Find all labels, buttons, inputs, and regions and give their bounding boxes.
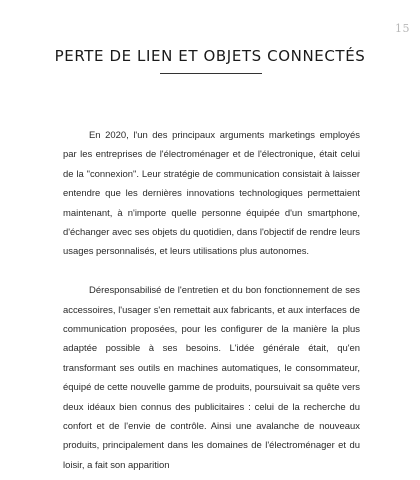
- paragraph-1: En 2020, l'un des principaux arguments marketings employés par les entreprises de l'électroménager et de l'électronique, était celui de la "connexion". Leur stratégie de communication consistait à laisser entendre que les dernières innovations technologiques permettaient maintenant, à n'importe quelle personne équipée d'un smartphone, d'échanger avec ses objets du quotidien, dans l'objectif de rendre leurs usages personnalisés, et leurs utilisations plus autonomes.: [63, 130, 360, 258]
- title-underline-divider: [160, 73, 262, 74]
- page-number: 15: [395, 22, 410, 35]
- paragraph-2: Déresponsabilisé de l'entretien et du bon fonctionnement de ses accessoires, l'usager s'en remettait aux fabricants, et aux interfaces de communication proposées, pour les configurer de la manière la plus adaptée possible à ses besoins. L'idée générale était, qu'en transformant ses outils en machines automatiques, le consommateur, équipé de cette nouvelle gamme de produits, poursuivait sa quête vers deux idéaux bien connus des publicitaires : celui de la recherche du confort et de l'envie de contrôle. Ainsi une avalanche de nouveaux produits, principalement dans les domaines de l'électroménager et du loisir, a fait son apparition: [63, 285, 360, 471]
- body-text: [63, 126, 360, 475]
- chapter-title: PERTE DE LIEN ET OBJETS CONNECTÉS: [54, 47, 366, 65]
